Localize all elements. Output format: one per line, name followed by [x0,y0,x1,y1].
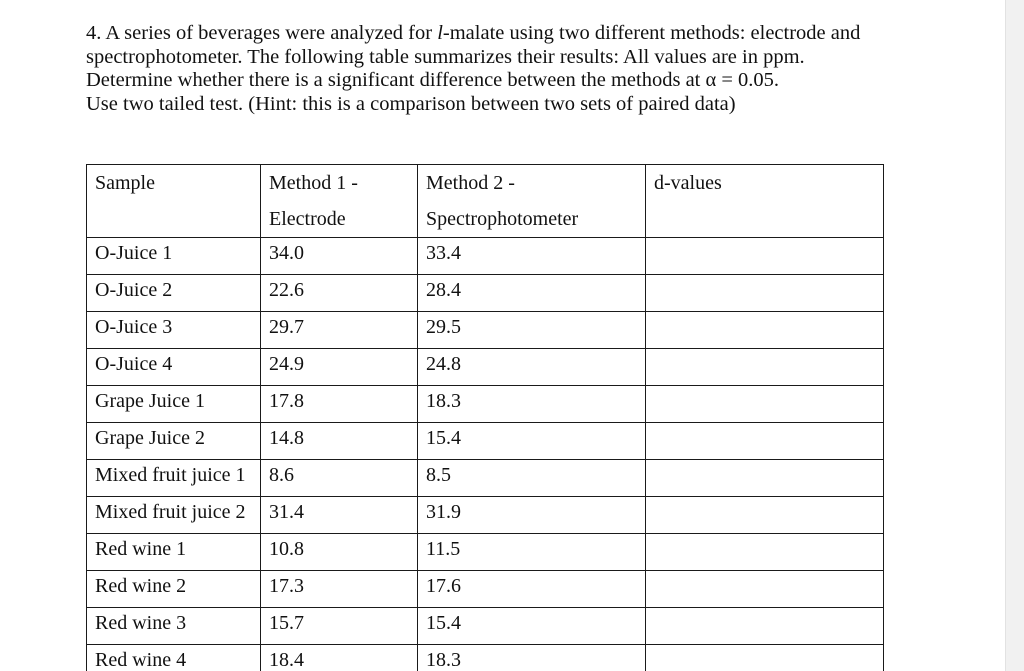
cell-method-1: 31.4 [261,497,418,534]
cell-d-value [646,460,884,497]
table-row [87,349,884,386]
question-line-3: Determine whether there is a significant difference between the methods at α = 0.05. [86,69,780,91]
question-line-1-prefix: 4. A series of beverages were analyzed for [86,22,438,44]
header-method-2-line-1: Method 2 - [426,172,515,194]
cell-method-2: 18.3 [418,386,646,423]
cell-d-value [646,497,884,534]
cell-method-1: 34.0 [261,238,418,275]
table-row [87,534,884,571]
cell-method-1: 8.6 [261,460,418,497]
cell-d-value [646,238,884,275]
table-row [87,460,884,497]
cell-method-1: 17.8 [261,386,418,423]
cell-method-2: 15.4 [418,423,646,460]
header-method-2 [418,165,646,238]
cell-sample: Red wine 1 [87,534,261,571]
table-row [87,423,884,460]
table-row [87,238,884,275]
cell-d-value [646,571,884,608]
header-method-2-line-2: Spectrophotometer [426,208,579,230]
cell-d-value [646,608,884,645]
cell-sample: Red wine 3 [87,608,261,645]
question-line-2: spectrophotometer. The following table summarizes their results: All values are in ppm. [86,45,805,68]
table-row [87,571,884,608]
table-row [87,275,884,312]
table-body [87,238,884,671]
cell-sample: Grape Juice 2 [87,423,261,460]
cell-sample: O-Juice 1 [87,238,261,275]
cell-method-2: 8.5 [418,460,646,497]
cell-method-2: 29.5 [418,312,646,349]
cell-method-2: 11.5 [418,534,646,571]
table-header-row [87,165,884,238]
cell-d-value [646,386,884,423]
cell-method-1: 10.8 [261,534,418,571]
cell-sample: Mixed fruit juice 1 [87,460,261,497]
cell-d-value [646,645,884,671]
header-method-1-line-2: Electrode [269,208,346,230]
cell-d-value [646,349,884,386]
cell-method-1: 29.7 [261,312,418,349]
cell-method-1: 15.7 [261,608,418,645]
question-line-1-suffix: -malate using two different methods: electrode and [442,22,861,44]
cell-sample: O-Juice 3 [87,312,261,349]
table-row [87,497,884,534]
cell-method-2: 17.6 [418,571,646,608]
cell-method-2: 15.4 [418,608,646,645]
header-method-1-line-1: Method 1 - [269,172,358,194]
cell-method-2: 31.9 [418,497,646,534]
header-sample: Sample [87,165,261,238]
cell-d-value [646,275,884,312]
cell-method-2: 24.8 [418,349,646,386]
cell-method-2: 28.4 [418,275,646,312]
cell-method-1: 18.4 [261,645,418,671]
question-line-4: Use two tailed test. (Hint: this is a comparison between two sets of paired data) [86,92,736,115]
question-text [86,22,986,116]
page-scroll-gutter [1005,0,1024,671]
cell-method-1: 17.3 [261,571,418,608]
question-line-1-italic: l [437,22,443,44]
question-line-1 [86,22,986,46]
cell-method-1: 22.6 [261,275,418,312]
table-row [87,312,884,349]
cell-method-1: 14.8 [261,423,418,460]
cell-method-2: 18.3 [418,645,646,671]
results-table [86,164,884,671]
table-row [87,608,884,645]
cell-sample: Red wine 2 [87,571,261,608]
cell-method-2: 33.4 [418,238,646,275]
cell-sample: Grape Juice 1 [87,386,261,423]
header-d-values: d-values [646,165,884,238]
cell-sample: O-Juice 2 [87,275,261,312]
cell-sample: Red wine 4 [87,645,261,671]
header-method-1 [261,165,418,238]
table-row [87,645,884,671]
cell-d-value [646,312,884,349]
cell-d-value [646,423,884,460]
table-row [87,386,884,423]
cell-sample: O-Juice 4 [87,349,261,386]
cell-d-value [646,534,884,571]
cell-sample: Mixed fruit juice 2 [87,497,261,534]
cell-method-1: 24.9 [261,349,418,386]
